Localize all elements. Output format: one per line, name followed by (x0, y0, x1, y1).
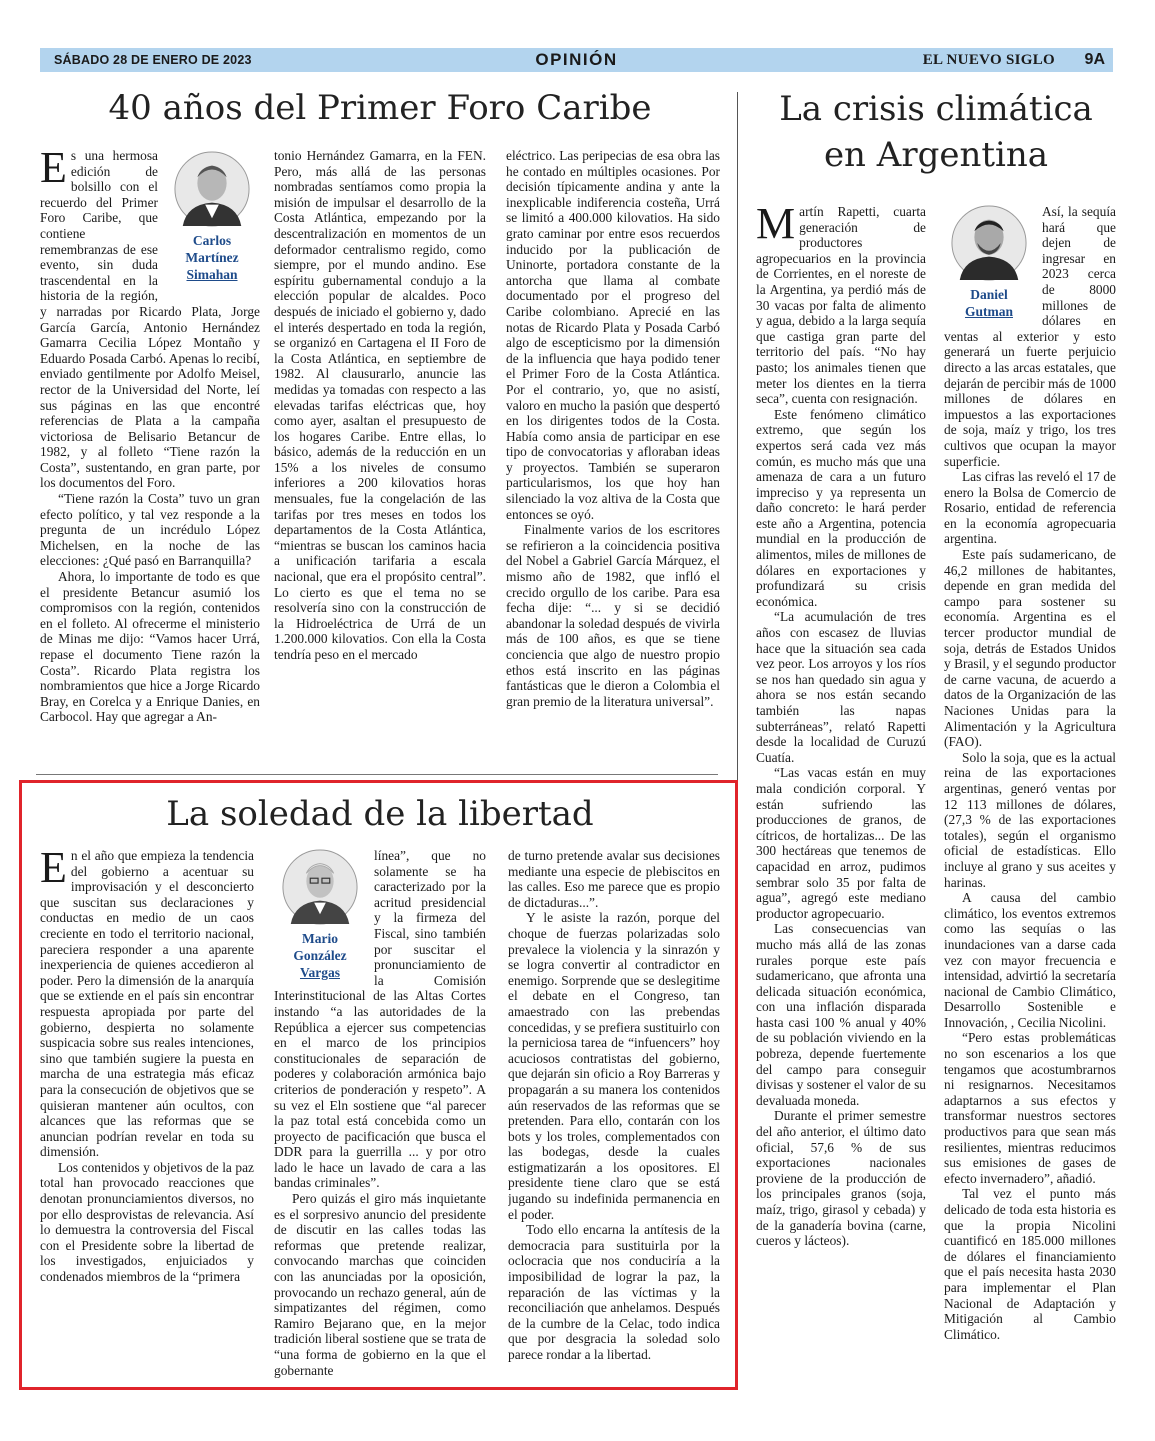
article-paragraph: Y le asiste la razón, porque del choque de fuerzas polarizadas solo prevalece la violencia y la sinrazón y se logra convertir al contradictor en enemigo. Sorprende que se deslegitime el debate en el Congreso, tan amaestrado con las prebendas concedidas, y se prefiera sustituirlo con la perniciosa tarea de “infuencers” hoy acuciosos contratistas del gobierno, que dejarán sin oficio a Roy Barreras y propagarán a su manera los contenidos aún reservados de las reformas que se pretenden. Para ello, contarán con los bots y los troles, complementados con las bodegas, desde la cuales estigmatizarán a los opositores. El presidente tiene claro que se está jugando su indefinida permanencia en el poder. (508, 910, 720, 1222)
article-title-line: La crisis climática (779, 89, 1093, 129)
article-column-1 (756, 204, 926, 1384)
article-paragraph: Martín Rapetti, cuarta generación de productores agropecuarios en la provincia de Corrientes, en el noreste de la Argentina, ya perdió más de 30 vacas por falta de alimento y agua, debido a la larga sequía que castiga gran parte del territorio del país. “No hay pasto; los animales tienen que meter los dientes en la tierra seca”, cuenta con resignación. (756, 204, 926, 407)
article-paragraph: A causa del cambio climático, los eventos extremos como las sequías o las inundaciones van a darse cada vez con mayor frecuencia e intensidad, advirtió la secretaría nacional de Cambio Climático, Desarrollo Sostenible e Innovación, , Cecilia Nicolini. (944, 890, 1116, 1030)
article-paragraph: Este país sudamericano, de 46,2 millones de habitantes, depende en gran medida del campo para sostener su economía. Argentina es el tercer productor mundial de soja, detrás de Estados Unidos y Brasil, y el segundo productor de carne vacuna, de acuerdo a datos de la Organización de las Naciones Unidas para la Alimentación y la Agricultura (FAO). (944, 547, 1116, 750)
article-paragraph: Las cifras las reveló el 17 de enero la Bolsa de Comercio de Rosario, entidad de referencia en la economía agropecuaria argentina. (944, 469, 1116, 547)
article-paragraph: “Tiene razón la Costa” tuvo un gran efecto político, y tal vez responde a la pregunta de un incrédulo López Michelsen, en la noche de las elecciones: ¿Qué pasó en Barranquilla? (40, 491, 260, 569)
article-paragraph: “Las vacas están en muy mala condición corporal. Y están sufriendo las producciones de granos, de cítricos, de hortalizas... De las 300 hectáreas que tenemos de capacidad en arroz, pudimos sembrar solo 35 por falta de agua”, agregó este mediano productor agropecuario. (756, 765, 926, 921)
article-title: La soledad de la libertad (166, 794, 594, 834)
article-title (756, 86, 1116, 178)
article-paragraph: Tal vez el punto más delicado de toda esta historia es que la propia Nicolini cuantificó en 185.000 millones de dólares el financiamiento que el país necesita hasta 2030 para implementar el Plan Nacional de Adaptación y Mitigación al Cambio Climático. (944, 1186, 1116, 1342)
article-paragraph: Todo ello encarna la antítesis de la democracia para sustituirla por la oclocracia que nos conduciría a la imposibilidad de lograr la paz, la reparación de las víctimas y la reconciliación que anhelamos. Después de la cumbre de la Celac, todo indica que por desgracia la soledad solo parece rondar a la libertad. (508, 1222, 720, 1362)
author-name: Daniel Gutman (964, 287, 1013, 319)
article-paragraph: “La acumulación de tres años con escasez de lluvias hace que la situación sea cada vez peor. Los arroyos y los ríos se nos han quedado sin agua y ahora se nos están secando también las napas subterráneas”, relató Rapetti desde la localidad de Curuzú Cuatía. (756, 609, 926, 765)
article-crisis-climatica (756, 86, 1116, 1386)
header-page-number: 9A (1084, 51, 1105, 68)
article-paragraph: Así, la sequía hará que dejen de ingresar en 2023 cerca de 8000 millones de dólares en ventas al exterior y esto generará un fuerte perjuicio directo a las arcas estatales, que dejarán de percibir más de 1000 millones de dólares en impuestos a las exportaciones de soja, maíz y trigo, los tres cultivos que ocupan la mayor superficie. (944, 204, 1116, 469)
article-divider-horizontal (36, 774, 718, 775)
author-portrait-icon (950, 204, 1028, 282)
article-paragraph: Este fenómeno climático extremo, que según los expertos será cada vez más común, es mucho más que una amenaza de cara a un futuro impreciso y ya representa un daño concreto: le hará perder este año a Argentina, potencia mundial en la producción de alimentos, miles de millones de dólares en exportaciones y profundizará su crisis económica. (756, 406, 926, 609)
article-paragraph: Solo la soja, que es la actual reina de las exportaciones argentinas, generó ventas por 12 113 millones de dólares, (27,3 % de las exportaciones totales), según el organismo oficial de estadísticas. Ello incluye al grano y sus aceites y harinas. (944, 749, 1116, 890)
article-paragraph: tonio Hernández Gamarra, en la FEN. Pero, más allá de las personas nombradas sentíamos como propia la misión de impulsar el desarrollo de la Costa Atlántica, empezando por la descentralización en momentos de un deformador centralismo regido, como siempre, por el mundo andino. Ese espíritu gubernamental condujo a la elección popular de alcaldes. Poco después de iniciado el gobierno y, dado el interés despertado en toda la región, se organizó en Cartagena el II Foro de la Costa Atlántica, en septiembre de 1982. Al clausurarlo, anuncie las medidas ya tomadas con respecto a las elevadas tarifas eléctricas que, hoy como ayer, asaltan el presupuesto de los hogares Caribe. Entre ellas, lo básico, además de la reducción en un 15% a los niveles de consumo inferiores a 200 kilovatios horas mensuales, fue la congelación de las tarifas por tres meses en todos los departamentos de la Costa Atlántica, “mientras se buscan los caminos hacia a unificación tarifaria a escala nacional, que era el propósito central”. Lo cierto es que el tema no se resolvería sino con la construcción de la Hidroeléctrica de Urrá de un 1.200.000 kilovatios. Con ella la Costa tendría peso en el mercado (274, 148, 486, 662)
article-paragraph: de turno pretende avalar sus decisiones mediante una especie de plebiscitos en las calles. Eso me parece que es propio de dictaduras...”. (508, 848, 720, 910)
article-column-3 (506, 148, 720, 768)
header-date: SÁBADO 28 DE ENERO DE 2023 (54, 53, 252, 67)
author-block (944, 204, 1034, 320)
article-paragraph: Los contenidos y objetivos de la paz total han provocado reacciones que denotan pronunciamientos diversos, no por ello desprovistas de relevancia. Así lo demuestra la controversia del Fiscal con el Presidente sobre la libertad de los investigados, enjuiciados y condenados miembros de la “primera (40, 1159, 254, 1285)
article-paragraph: Es una hermosa edición de bolsillo con el recuerdo del Primer Foro Caribe, que contiene remembranzas de ese evento, sin duda trascendental en la historia de la región, y narradas por Ricardo Plata, Jorge García García, Antonio Hernández Gamarra Cecilia López Montaño y Eduardo Posada Carbó. Apenas lo recibí, enviado gentilmente por Adolfo Meisel, rector de la Universidad del Norte, leí sus páginas en las que encontré referencias de Plata a la campaña victoriosa de Belisario Betancur de 1982, y al folleto “Tiene razón la Costa”, sustentando, en gran parte, por los documentos del Foro. (40, 148, 260, 491)
header-brand: EL NUEVO SIGLO (922, 51, 1055, 68)
header-section: OPINIÓN (535, 50, 618, 69)
article-paragraph: Pero quizás el giro más inquietante es el sorpresivo anuncio del presidente de discutir en las calles todas las reformas que pretende realizar, convocando marchas que coinciden con las anunciadas por la oposición, provocando un rechazo general, aún de simpatizantes del régimen, como Ramiro Bejarano que, en la mejor tradición liberal sostiene que se trata de “una forma de gobierno en la que el gobernante (274, 1191, 486, 1378)
article-column-1 (40, 848, 254, 1378)
article-paragraph: En el año que empieza la tendencia del gobierno a acentuar su improvisación y el desconcierto que suscitan sus declaraciones y conductas en medio de un caos creciente en todo el territorio nacional, pareciera responder a una aparente inexperiencia de quienes accedieron al poder. Pero la dimensión de la anarquía que se extiende en el país sin encontrar respuesta apropiada por parte del gobierno, despierta no solamente suspicacia sobre sus reales intenciones, sino que también sugiere la puesta en marcha de una estrategia más eficaz para la consecución de objetivos que se quisieran mantener aún ocultos, con alcances que las reformas que se anuncian podrían revelar en toda su dimensión. (40, 848, 254, 1160)
author-name: Mario González Vargas (293, 931, 347, 980)
article-paragraph: Durante el primer semestre del año anterior, el último dato oficial, 57,6 % de sus exportaciones nacionales proviene de la producción de los principales granos (soja, maíz, trigo, girasol y cebada) y de la ganadería bovina (carne, cueros y lácteos). (756, 1108, 926, 1249)
article-column-2 (274, 148, 486, 768)
article-column-2 (274, 848, 486, 1378)
article-title-line: en Argentina (823, 135, 1049, 175)
article-paragraph: Finalmente varios de los escritores se refirieron a la coincidencia positiva del Nobel a Gabriel García Márquez, el mismo año de 1982, que infló el crecido orgullo de los caribe. Para esa fecha dije: “... y si se decidió abandonar la soledad después de vivirla más de 100 años, es que se tiene conciencia que algo de nuestro propio ethos está inscrito en las páginas fantásticas que le dieron a Colombia el gran premio de la literatura universal”. (506, 522, 720, 709)
article-column-3 (508, 848, 720, 1378)
author-block (274, 848, 366, 981)
author-portrait-icon (281, 848, 359, 926)
author-name: Carlos Martínez Simahan (185, 233, 239, 282)
article-paragraph: línea”, que no solamente se ha caracterizado por la acritud presidencial y la firmeza del Fiscal, sino también por suscitar el pronunciamiento de la Comisión Interinstitucional de las Altas Cortes instando “a las autoridades de la República a ejercer sus competencias en el marco de los principios constitucionales de separación de poderes y colaboración armónica bajo criterios de ponderación y respeto”. A su vez el Eln sostiene que “al parecer la paz total está concebida como un proyecto de pacificación que busca el DDR para la guerrilla ... y por otro lado le hace un lavado de cara a las bandas criminales”. (274, 848, 486, 1191)
article-paragraph: Ahora, lo importante de todo es que el presidente Betancur asumió los compromisos con la región, contenidos en el folleto. Al ofrecerme el ministerio de Minas me dijo: “Vamos hacer Urrá, repase el documento Tiene razón la Costa”. Ricardo Plata registra los nombramientos que hice a Jorge Ricardo Bray, en Corelca y a Enrique Danies, en Carbocol. Hay que agregar a An- (40, 569, 260, 725)
page-header (40, 48, 1113, 72)
article-column-2 (944, 204, 1116, 1384)
article-paragraph: Las consecuencias van mucho más allá de las zonas rurales porque este país sudamericano, que afronta una delicada situación económica, con una inflación disparada hasta casi 100 % anual y 40% de su población viviendo en la pobreza, depende fuertemente del campo para conseguir divisas y sostener el valor de su devaluada moneda. (756, 921, 926, 1108)
article-paragraph: “Pero estas problemáticas no son escenarios a los que tengamos que acostumbrarnos ni resignarnos. Necesitamos adaptarnos a sus efectos y transformar nuestros sectores productivos para que sean más resilientes, mientras reducimos sus emisiones de gases de efecto invernadero”, añadió. (944, 1030, 1116, 1186)
article-column-1 (40, 148, 260, 768)
article-primer-foro-caribe (40, 86, 720, 766)
article-soledad-libertad (40, 792, 720, 1384)
author-block (164, 150, 260, 283)
article-paragraph: eléctrico. Las peripecias de esa obra las he contado en múltiples ocasiones. Por decisión típicamente andina y ante la inexplicable indiferencia costeña, Urrá se limitó a 400.000 kilovatios. Ha sido grato caminar por entre esos recuerdos inducido por la publicación de Uninorte, portadora constante de la antorcha que llama al combate documentado por el progreso del Caribe colombiano. Aprecié en las notas de Ricardo Plata y Posada Carbó algo de escepticismo por la dimensión de la influencia que haya podido tener el Primer Foro de la Costa Atlántica. Por el contrario, yo, que no asistí, valoro en mucho la pasión que despertó en los dirigentes todos de la Costa. Había como ansia de participar en ese tipo de convocatorias y afloraban ideas y proyectos. También se superaron particularismos, los que hoy han silenciado la voz altiva de la Costa que entonces se oyó. (506, 148, 720, 522)
article-title: 40 años del Primer Foro Caribe (108, 88, 652, 128)
author-portrait-icon (173, 150, 251, 228)
